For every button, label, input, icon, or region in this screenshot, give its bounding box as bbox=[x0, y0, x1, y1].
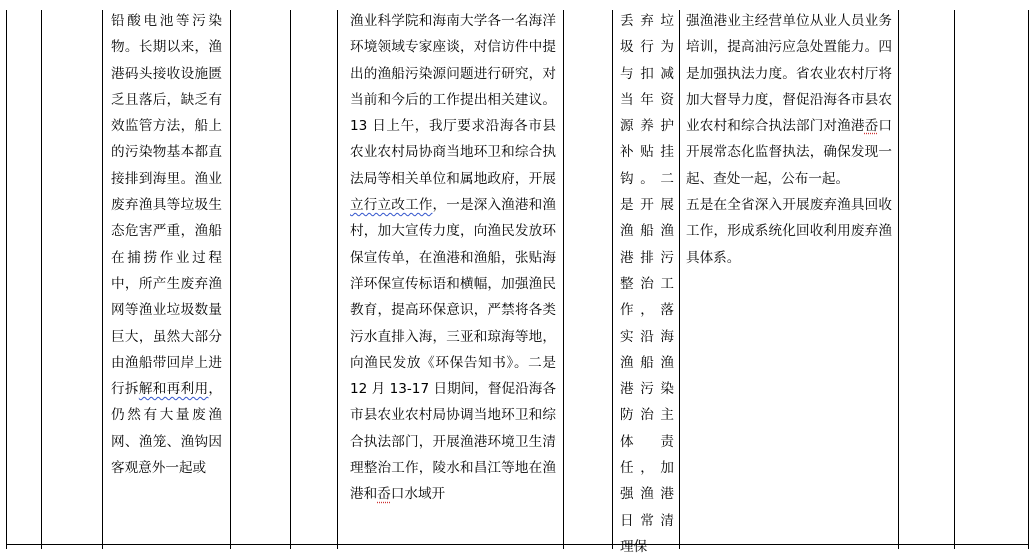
cell-text: 铅酸电池等污染物。长期以来，渔港码头接收设施匮乏且落后，缺乏有效监管方法，船上的污染物基本都直接排到海里。渔业废弃渔具等垃圾生态危害严重，渔船在捕捞作业过程中，所产生废弃渔网等渔业垃圾数量巨大，虽然大部分由渔船带回岸上进行拆 bbox=[111, 13, 222, 398]
table-border-left bbox=[6, 10, 7, 549]
table-divider bbox=[290, 10, 291, 549]
cell-investigation-process bbox=[350, 8, 556, 508]
table-divider bbox=[679, 10, 680, 549]
flagged-char: 岙 bbox=[864, 118, 879, 135]
cell-text: 口水域开 bbox=[390, 486, 446, 503]
table-divider bbox=[337, 10, 338, 549]
cell-rectification bbox=[686, 8, 892, 271]
paragraph-five: 五是在全省深入开展废弃渔具回收工作，形成系统化回收利用废弃渔具体系。 bbox=[686, 197, 892, 266]
cell-text: 口开展常态化监督执法，确保发现一起、查处一起，公布一起。 bbox=[686, 118, 893, 187]
table-divider bbox=[41, 10, 42, 549]
underlined-text: 解和再利用 bbox=[138, 381, 209, 398]
cell-text: 强渔港业主经营单位从业人员业务培训，提高油污应急处置能力。四是加强执法力度。省农业农村厅将加大督导力度，督促沿海各市县农业农村和综合执法部门对渔港 bbox=[686, 13, 892, 135]
table-border-right bbox=[1028, 10, 1029, 549]
table-divider bbox=[102, 10, 103, 549]
table-divider bbox=[898, 10, 899, 549]
cell-text: 渔业科学院和海南大学各一名海洋环境领域专家座谈，对信访件中提出的渔船污染源问题进行研究，对当前和今后的工作提出相关建议。13 日上午，我厅要求沿海各市县农业农村局协商当地环卫和综合执法局等相关单位和属地政府，开展 bbox=[350, 13, 556, 187]
cell-text: ，仍然有大量废渔网、渔笼、渔钩因客观意外一起或 bbox=[111, 381, 223, 477]
flagged-char: 岙 bbox=[377, 486, 391, 503]
table-bottom-border bbox=[6, 544, 1029, 545]
table-divider bbox=[230, 10, 231, 549]
cell-measures bbox=[620, 8, 674, 560]
underlined-text: 立行立改工作 bbox=[350, 197, 433, 214]
table-divider bbox=[612, 10, 613, 549]
cell-problem-description bbox=[111, 8, 222, 481]
cell-text: 丢弃垃圾行为与扣减当年资源养护补贴挂钩。二是开展渔船渔港排污整治工作，落实沿海渔船渔港污染防治主体责任，加强渔港日常清理保 bbox=[620, 13, 674, 555]
cell-text: ，一是深入渔港和渔村，加大宣传力度，向渔民发放环保宣传单，在渔港和渔船，张贴海洋环保宣传标语和横幅，加强渔民教育，提高环保意识，严禁将各类污水直排入海，三亚和琼海等地，向渔民发放《环保告知书》。二是 12 月 13-17 日期间，督促沿海各市县农业农村局协调当地环卫和综合执法部门，开展渔港环境卫生清理整治工作，陵水和昌江等地在渔港和 bbox=[350, 197, 557, 503]
table-divider bbox=[563, 10, 564, 549]
table-divider bbox=[954, 10, 955, 549]
